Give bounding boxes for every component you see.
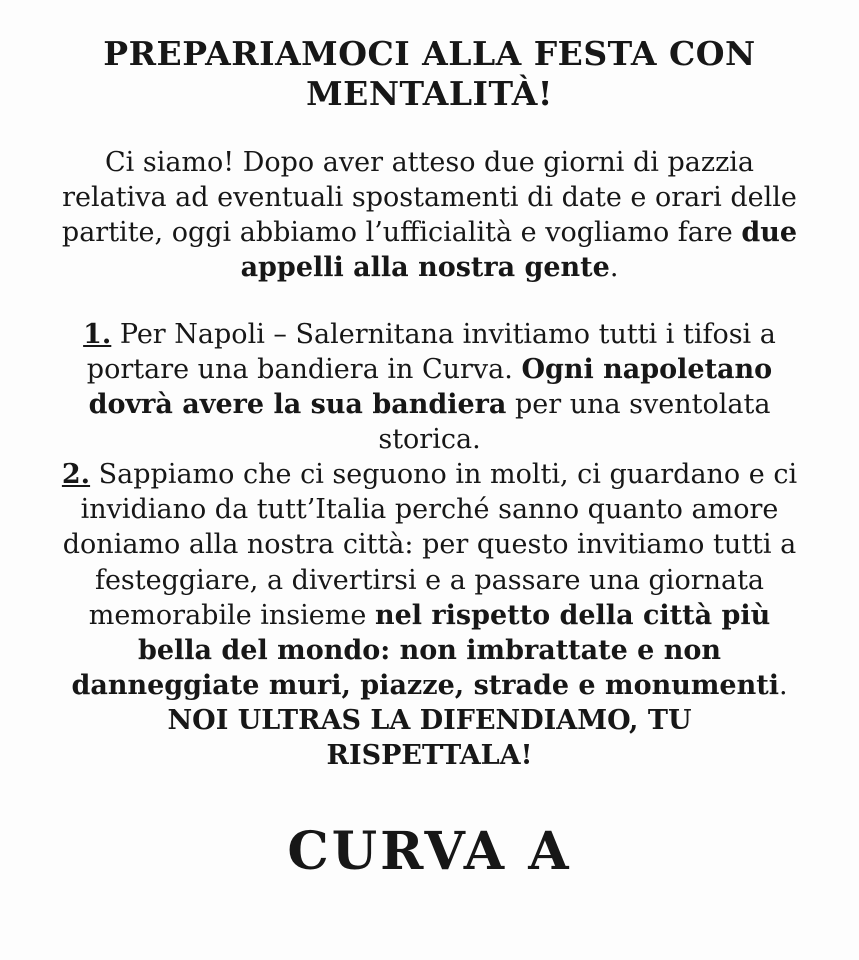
paragraph-slogan (60, 703, 799, 773)
curva-a-signature: CURVA A (287, 821, 572, 883)
text-segment: nel rispetto della città più bella del mondo: non imbrattate e non danneggiate muri, piazze, strade e monumenti (71, 599, 779, 701)
text-segment: per una sventolata storica. (378, 389, 771, 456)
flyer-title: PREPARIAMOCI ALLA FESTA CON MENTALITÀ! (103, 34, 756, 114)
text-segment: due appelli alla nostra gente (240, 216, 798, 283)
paragraph-appello-2 (60, 457, 799, 703)
text-segment: NOI ULTRAS LA DIFENDIAMO, TU RISPETTALA! (167, 704, 692, 771)
text-segment: Sappiamo che ci seguono in molti, ci guardano e ci invidiano da tutt’Italia perché sanno quanto amore doniamo alla nostra città: per questo invitiamo tutti a festeggiare, a divertirsi e a passare una giornata memorabile insieme (62, 459, 798, 631)
text-segment: Ogni napoletano dovrà avere la sua bandiera (88, 353, 773, 421)
text-segment: . (778, 669, 788, 701)
text-segment: . (609, 251, 619, 283)
flyer-body (60, 145, 799, 774)
text-segment: 2. (61, 459, 91, 491)
paragraph-appello-1 (60, 317, 799, 457)
text-segment: Ci siamo! Dopo aver atteso due giorni di pazzia relativa ad eventuali spostamenti di date e orari delle partite, oggi abbiamo l’ufficialità e vogliamo fare (61, 146, 797, 248)
text-segment: 1. (83, 318, 112, 350)
paragraph-intro (60, 145, 799, 285)
text-segment: Per Napoli – Salernitana invitiamo tutti i tifosi a portare una bandiera in Curva. (86, 318, 776, 385)
